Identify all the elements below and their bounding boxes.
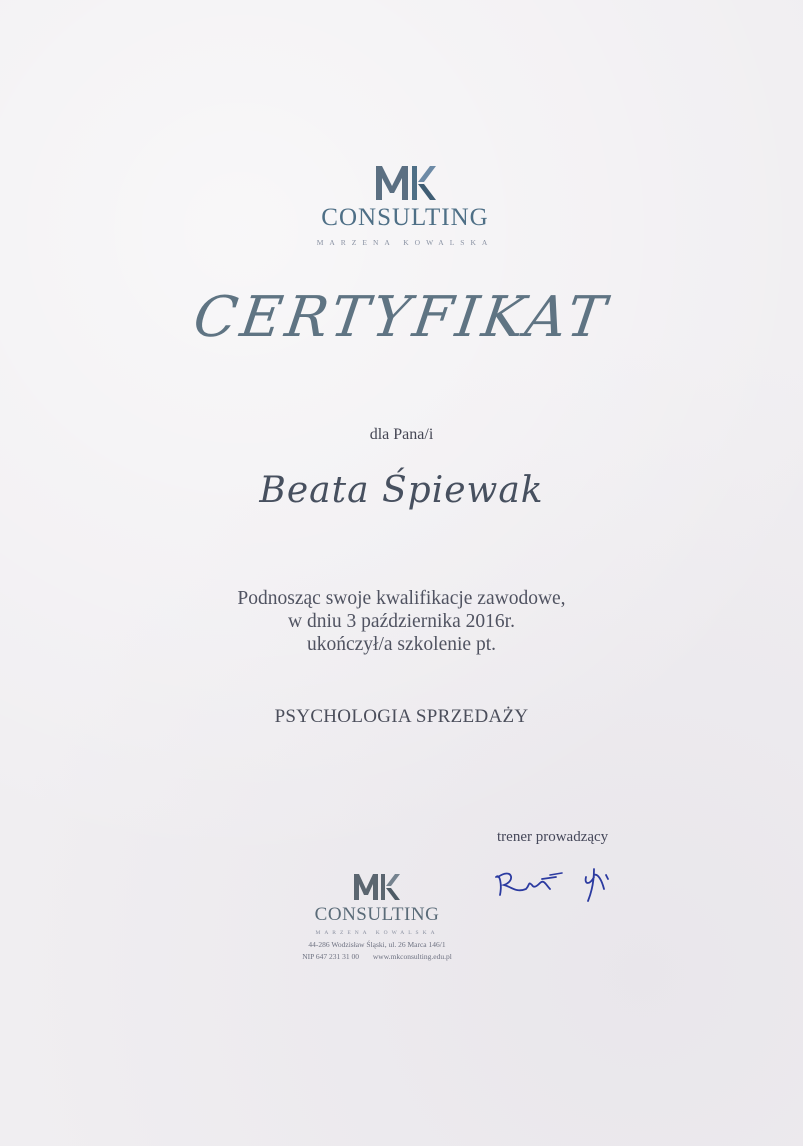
stamp-website: www.mkconsulting.edu.pl <box>372 952 452 961</box>
company-stamp <box>292 868 462 963</box>
stamp-subtitle: MARZENA KOWALSKA <box>315 930 439 936</box>
company-logo <box>300 160 510 255</box>
stamp-nip: NIP 647 231 31 00 <box>302 952 360 961</box>
mk-monogram-icon <box>300 160 510 204</box>
certificate-body <box>0 587 803 656</box>
stamp-wordmark: CONSULTING <box>314 904 440 925</box>
body-line: Podnosząc swoje kwalifikacje zawodowe, <box>237 588 566 609</box>
signature-icon <box>490 855 640 905</box>
body-line: ukończył/a szkolenie pt. <box>307 634 496 655</box>
trainer-label: trener prowadzący <box>497 829 609 845</box>
recipient-name: Beata Śpiewak <box>259 470 544 511</box>
logo-subtitle: MARZENA KOWALSKA <box>316 238 494 247</box>
stamp-details <box>292 952 462 961</box>
mk-monogram-icon <box>292 868 462 904</box>
course-title: PSYCHOLOGIA SPRZEDAŻY <box>274 706 529 727</box>
trainer-signature <box>490 855 640 910</box>
stamp-address: 44-286 Wodzisław Śląski, ul. 26 Marca 146/1 <box>308 940 446 949</box>
body-line: w dniu 3 października 2016r. <box>288 611 515 632</box>
logo-wordmark: CONSULTING <box>321 204 489 231</box>
certificate-title: CERTYFIKAT <box>189 285 614 350</box>
recipient-prefix: dla Pana/i <box>369 426 434 443</box>
